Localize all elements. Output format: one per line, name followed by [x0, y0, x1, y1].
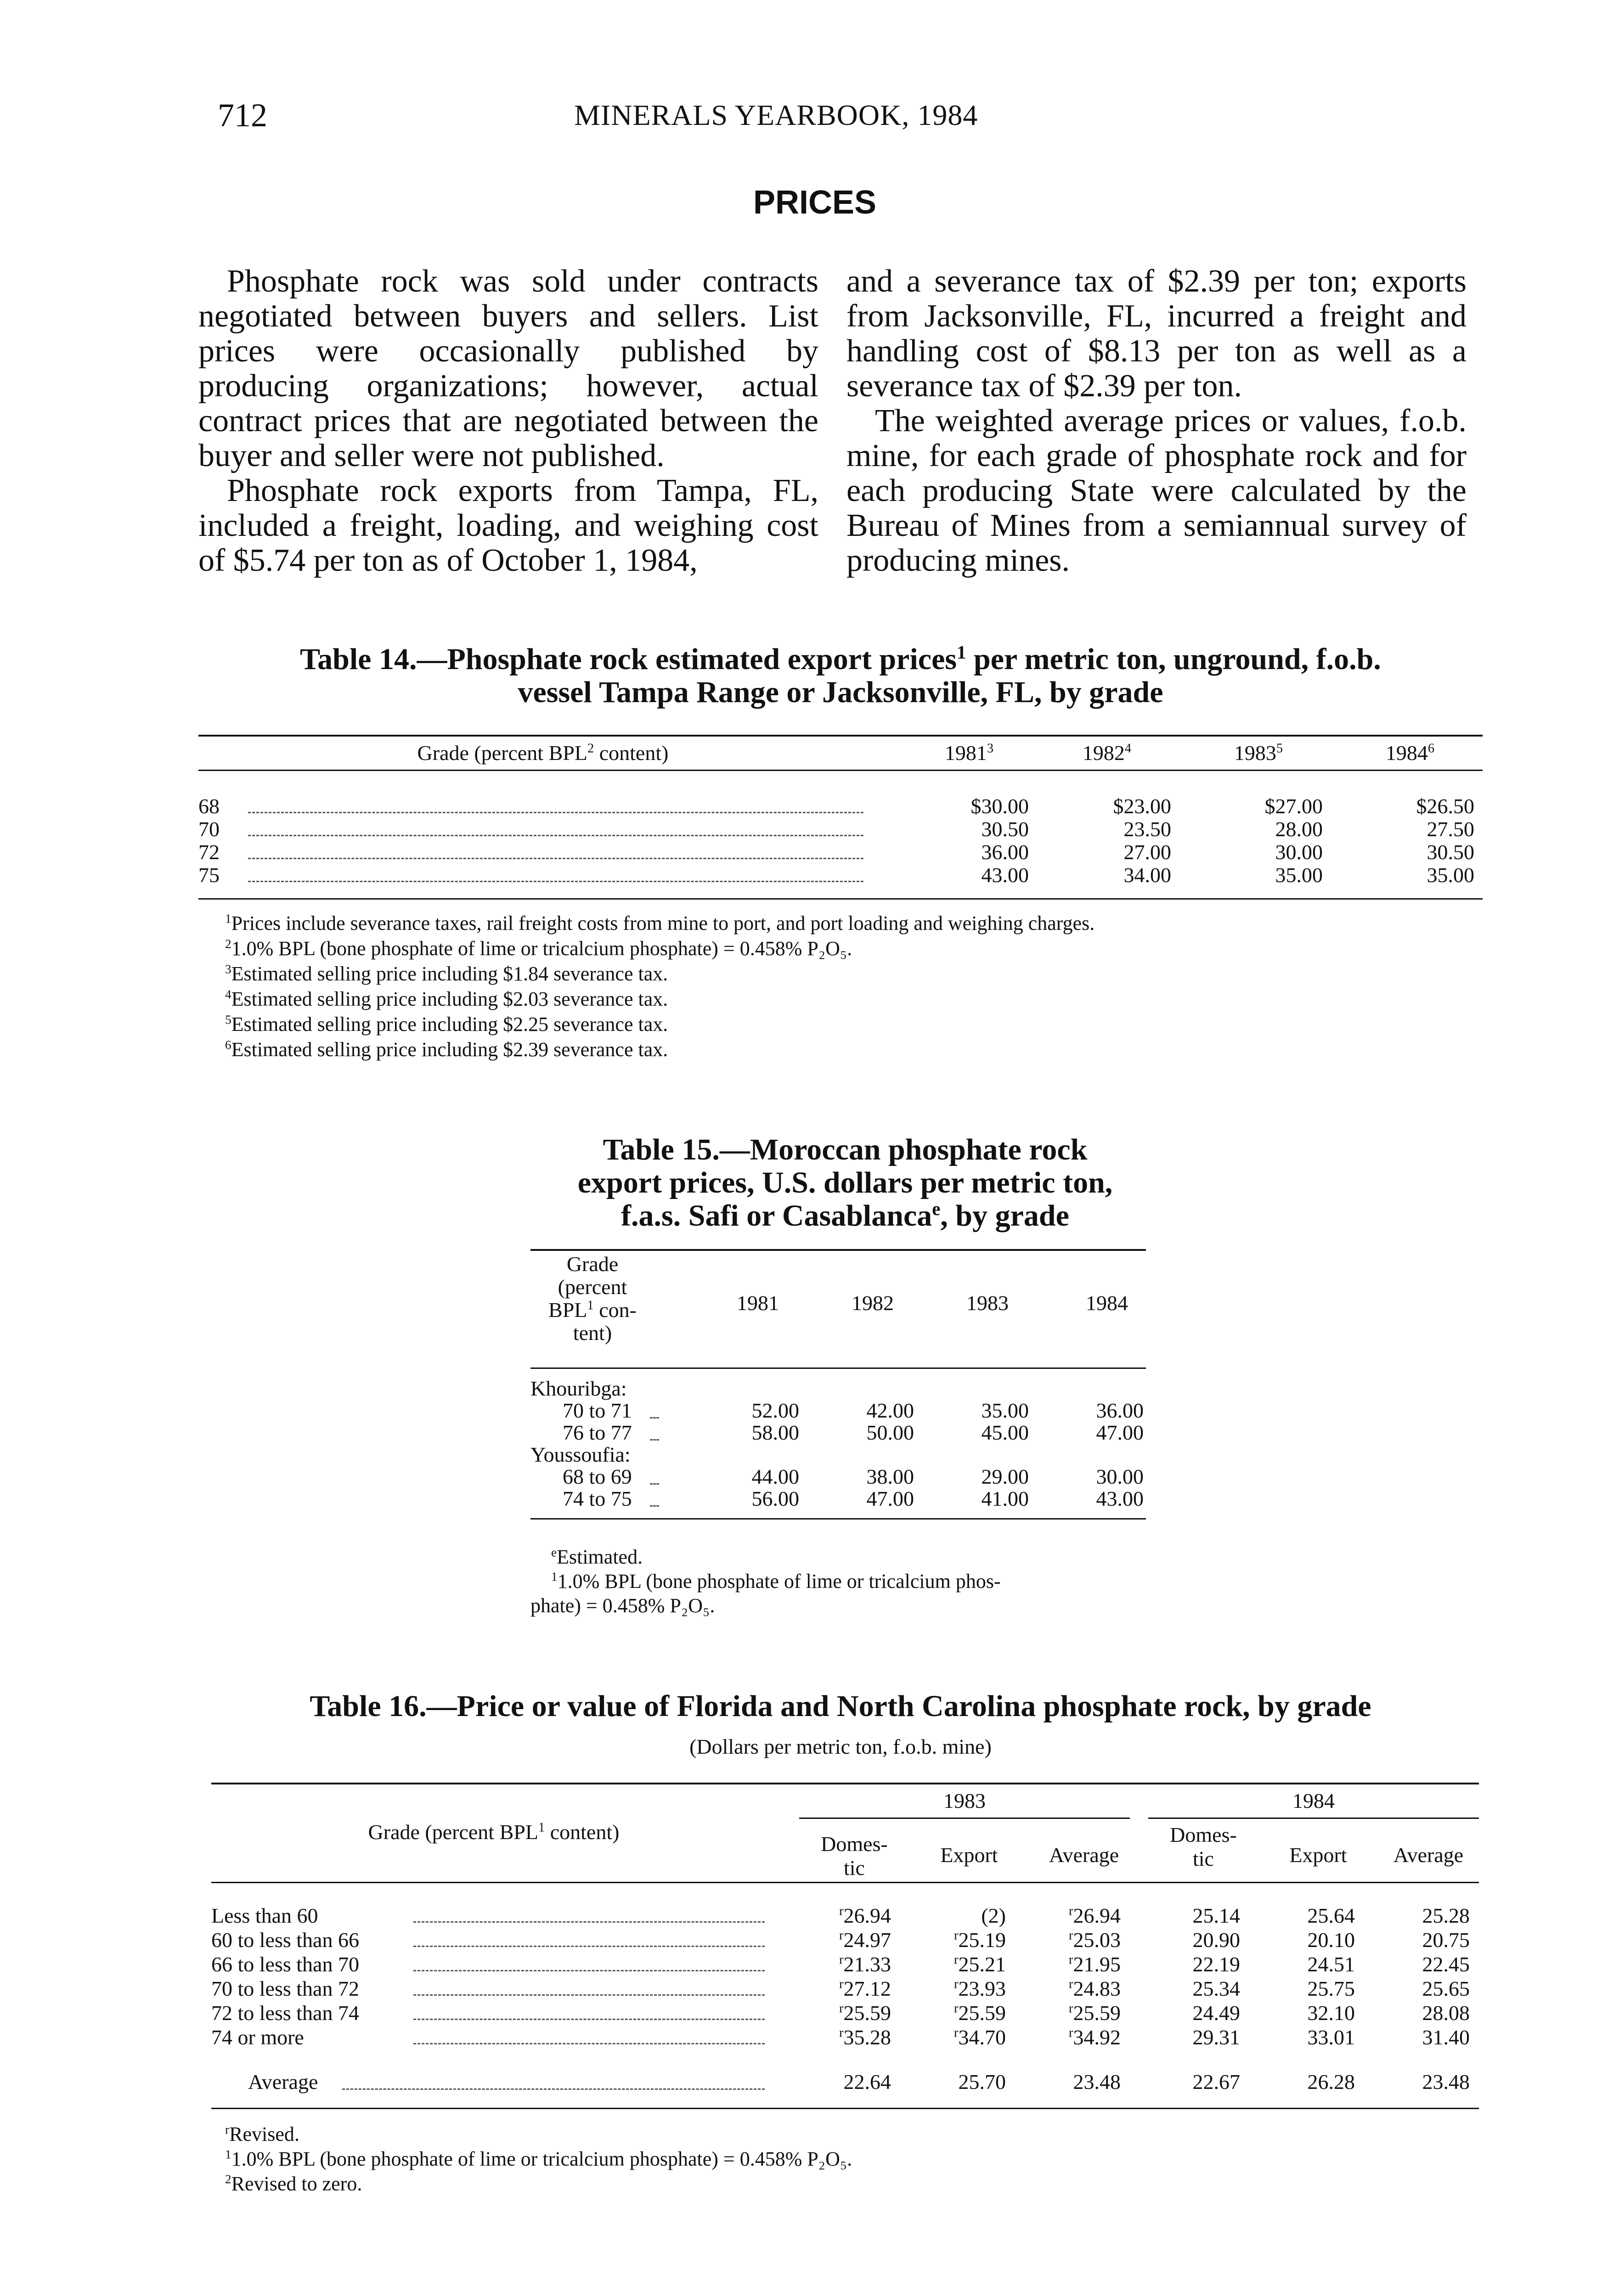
table-14-header-year: 1983$^5$	[1234, 741, 1283, 765]
grade-label: 68 to 69	[563, 1465, 632, 1488]
dot-leader	[413, 1994, 765, 1996]
grade-label: 66 to less than 70	[211, 1953, 359, 1976]
running-head: MINERALS YEARBOOK, 1984	[574, 99, 978, 131]
subheader-export: Export	[940, 1843, 998, 1867]
year-group-rule	[799, 1818, 1130, 1819]
price-cell: $^r$24.83	[1069, 1977, 1121, 2000]
body-paragraph: and a severance tax of $2.39 per ton; exports from Jacksonville, FL, incurred a freight and handling cost of $8.13 per ton as well as a severance tax of $2.39 per ton.	[846, 264, 1467, 404]
price-cell: 25.14	[1192, 1904, 1240, 1927]
price-cell: 23.48	[1422, 2070, 1470, 2093]
table-16-header-year: 1983	[943, 1789, 986, 1812]
table-15-header-year: 1983	[966, 1291, 1009, 1315]
body-paragraph: The weighted average prices or values, f.o.b. mine, for each grade of phosphate rock and for each producing State were calculated by the Bureau of Mines from a semiannual survey of producing mines.	[846, 403, 1467, 578]
dot-leader	[248, 881, 863, 882]
subheader-domestic: Domes- tic	[821, 1832, 888, 1880]
price-cell: $^r$35.28	[839, 2026, 891, 2049]
price-cell: 28.00	[1275, 817, 1323, 841]
table-16-header-rule	[211, 1882, 1479, 1883]
table-16-top-rule	[211, 1783, 1479, 1784]
price-cell: 25.70	[958, 2070, 1006, 2093]
subheader-domestic: Domes- tic	[1170, 1823, 1237, 1870]
body-column-left	[198, 264, 818, 578]
price-cell: $^r$23.93	[954, 1977, 1006, 2000]
dot-leader	[650, 1505, 659, 1507]
price-cell: 45.00	[981, 1421, 1029, 1444]
price-cell: 28.08	[1422, 2001, 1470, 2025]
table-14-bottom-rule	[198, 898, 1483, 900]
revised-mark: r	[839, 1953, 844, 1967]
grade-label: 76 to 77	[563, 1421, 632, 1444]
grade-label: 70 to less than 72	[211, 1977, 359, 2000]
table-15-header-rule	[530, 1367, 1146, 1369]
price-cell: 22.64	[843, 2070, 891, 2093]
footnote: $^6$Estimated selling price including $2.39 severance tax.	[225, 1038, 668, 1061]
price-cell: $^r$21.33	[839, 1953, 891, 1976]
price-cell: 50.00	[866, 1421, 914, 1444]
price-cell: 33.01	[1307, 2026, 1355, 2049]
footnote: $^3$Estimated selling price including $1.84 severance tax.	[225, 962, 668, 985]
revised-mark: r	[839, 1928, 844, 1943]
price-cell: 25.64	[1307, 1904, 1355, 1927]
revised-mark: r	[954, 2001, 959, 2016]
body-column-right	[846, 264, 1467, 578]
grade-label: 74 or more	[211, 2026, 304, 2049]
price-cell: $^r$25.03	[1069, 1928, 1121, 1952]
price-cell: 27.00	[1123, 840, 1171, 864]
price-cell: 22.67	[1192, 2070, 1240, 2093]
dot-leader	[342, 2088, 765, 2090]
body-paragraph: Phosphate rock exports from Tampa, FL, included a freight, loading, and weighing cost of $5.74 per ton as of October 1, 1984,	[198, 473, 818, 578]
revised-mark: r	[1069, 1953, 1073, 1967]
price-cell: 25.28	[1422, 1904, 1470, 1927]
price-cell: 32.10	[1307, 2001, 1355, 2025]
table-14-header-grade: Grade (percent BPL$^2$ content)	[417, 741, 669, 765]
footnote: $^e$Estimated.	[551, 1545, 643, 1568]
revised-mark: r	[954, 1928, 959, 1943]
grade-label: Less than 60	[211, 1904, 318, 1927]
table-16-bottom-rule	[211, 2108, 1479, 2109]
table-14-header-year: 1984$^6$	[1385, 741, 1435, 765]
price-cell: 34.00	[1123, 863, 1171, 887]
revised-mark: r	[839, 1904, 844, 1919]
price-cell: 47.00	[1096, 1421, 1144, 1444]
revised-mark: r	[839, 2026, 844, 2040]
dot-leader	[248, 858, 863, 859]
dot-leader	[650, 1483, 659, 1485]
price-cell: 27.50	[1427, 817, 1474, 841]
price-cell: 25.65	[1422, 1977, 1470, 2000]
revised-mark: r	[839, 2001, 844, 2016]
grade-label: 70 to 71	[563, 1399, 632, 1422]
price-cell: 58.00	[751, 1421, 799, 1444]
dot-leader	[650, 1417, 659, 1418]
dot-leader	[413, 1921, 765, 1923]
dot-leader	[248, 835, 863, 836]
dot-leader	[413, 1970, 765, 1971]
price-cell: 35.00	[1427, 863, 1474, 887]
price-cell: 20.10	[1307, 1928, 1355, 1952]
price-cell: 47.00	[866, 1487, 914, 1510]
table-14-top-rule	[198, 735, 1483, 737]
footnote: $^1$Prices include severance taxes, rail freight costs from mine to port, and port loading and weighing charges.	[225, 912, 1095, 934]
grade-label: 68	[198, 794, 220, 818]
price-cell: 22.19	[1192, 1953, 1240, 1976]
body-paragraph: Phosphate rock was sold under contracts negotiated between buyers and sellers. List prices were occasionally published by producing organizations; however, actual contract prices that are negotiated between the buyer and seller were not published.	[198, 264, 818, 473]
footnote: $^4$Estimated selling price including $2.03 severance tax.	[225, 987, 668, 1010]
dot-leader	[413, 1946, 765, 1947]
price-cell: 29.31	[1192, 2026, 1240, 2049]
footnote: $^1$1.0% BPL (bone phosphate of lime or tricalcium phos-	[551, 1570, 1001, 1593]
price-cell: 42.00	[866, 1399, 914, 1422]
price-cell: 29.00	[981, 1465, 1029, 1488]
revised-mark: r	[839, 1977, 844, 1992]
price-cell: 31.40	[1422, 2026, 1470, 2049]
price-cell: $^r$26.94	[839, 1904, 891, 1927]
revised-mark: r	[1069, 2001, 1073, 2016]
subheader-export: Export	[1289, 1843, 1347, 1867]
table-15-header-grade: Grade (percent BPL$^1$ con- tent)	[548, 1252, 637, 1345]
price-cell: $^r$25.21	[954, 1953, 1006, 1976]
table-15-header-year: 1982	[852, 1291, 894, 1315]
price-cell: $^r$25.59	[839, 2001, 891, 2025]
section-title: PRICES	[753, 184, 877, 221]
price-cell: $^r$24.97	[839, 1928, 891, 1952]
price-cell: 52.00	[751, 1399, 799, 1422]
price-cell: 26.28	[1307, 2070, 1355, 2093]
table-15-bottom-rule	[530, 1518, 1146, 1519]
price-cell: $27.00	[1264, 794, 1323, 818]
dot-leader	[413, 2043, 765, 2044]
footnote: phate) = 0.458% P₂O₅.	[530, 1594, 715, 1617]
price-cell: $^r$26.94	[1069, 1904, 1121, 1927]
grade-label: 72	[198, 840, 220, 864]
price-cell: 23.50	[1123, 817, 1171, 841]
grade-label: Average	[248, 2070, 318, 2093]
price-cell: 30.00	[1096, 1465, 1144, 1488]
table-16-title: Table 16.—Price or value of Florida and North Carolina phosphate rock, by grade	[310, 1689, 1371, 1723]
price-cell: 36.00	[981, 840, 1029, 864]
dot-leader	[248, 812, 863, 813]
revised-mark: r	[954, 1953, 959, 1967]
page-number: 712	[218, 97, 267, 134]
price-cell: $^r$34.92	[1069, 2026, 1121, 2049]
dot-leader	[650, 1439, 659, 1441]
price-cell: 30.00	[1275, 840, 1323, 864]
price-cell: 36.00	[1096, 1399, 1144, 1422]
footnote: $^2$Revised to zero.	[225, 2172, 362, 2195]
price-cell: 30.50	[1427, 840, 1474, 864]
price-cell: 43.00	[981, 863, 1029, 887]
table-14-header-year: 1982$^4$	[1082, 741, 1132, 765]
price-cell: 56.00	[751, 1487, 799, 1510]
price-cell: 25.75	[1307, 1977, 1355, 2000]
price-cell: 22.45	[1422, 1953, 1470, 1976]
grade-label: 70	[198, 817, 220, 841]
grade-label: 72 to less than 74	[211, 2001, 359, 2025]
table-15-top-rule	[530, 1249, 1146, 1251]
price-cell: $26.50	[1416, 794, 1474, 818]
revised-mark: r	[1069, 1904, 1073, 1919]
footnote: $^1$1.0% BPL (bone phosphate of lime or tricalcium phosphate) = 0.458% P₂O₅.	[225, 2147, 852, 2170]
price-cell: 30.50	[981, 817, 1029, 841]
grade-label: 60 to less than 66	[211, 1928, 359, 1952]
table-16-header-grade: Grade (percent BPL$^1$ content)	[368, 1820, 620, 1844]
footnote: $^5$Estimated selling price including $2.25 severance tax.	[225, 1013, 668, 1035]
price-cell: 20.90	[1192, 1928, 1240, 1952]
dot-leader	[413, 2019, 765, 2020]
price-cell: $30.00	[970, 794, 1029, 818]
price-cell: 41.00	[981, 1487, 1029, 1510]
price-cell: 24.49	[1192, 2001, 1240, 2025]
table-14-header-year: 1981$^3$	[944, 741, 994, 765]
price-cell: 43.00	[1096, 1487, 1144, 1510]
table-15-header-year: 1981	[737, 1291, 779, 1315]
price-cell: $^r$21.95	[1069, 1953, 1121, 1976]
price-cell: $^r$25.19	[954, 1928, 1006, 1952]
subheader-average: Average	[1393, 1843, 1464, 1867]
footnote: $^r$Revised.	[225, 2122, 299, 2145]
year-group-rule	[1148, 1818, 1479, 1819]
price-cell: 24.51	[1307, 1953, 1355, 1976]
price-cell: (2)	[981, 1904, 1006, 1927]
grade-label: 74 to 75	[563, 1487, 632, 1510]
price-cell: 38.00	[866, 1465, 914, 1488]
table-16-header-year: 1984	[1292, 1789, 1335, 1812]
price-cell: 23.48	[1073, 2070, 1121, 2093]
group-label: Khouribga:	[530, 1377, 627, 1400]
price-cell: 44.00	[751, 1465, 799, 1488]
revised-mark: r	[954, 2026, 959, 2040]
price-cell: $^r$25.59	[1069, 2001, 1121, 2025]
grade-label: 75	[198, 863, 220, 887]
revised-mark: r	[954, 1977, 959, 1992]
price-cell: $23.00	[1113, 794, 1171, 818]
price-cell: 25.34	[1192, 1977, 1240, 2000]
price-cell: 35.00	[981, 1399, 1029, 1422]
price-cell: $^r$25.59	[954, 2001, 1006, 2025]
table-16-subtitle: (Dollars per metric ton, f.o.b. mine)	[689, 1735, 992, 1758]
revised-mark: r	[1069, 2026, 1073, 2040]
table-14-header-rule	[198, 770, 1483, 771]
price-cell: $^r$34.70	[954, 2026, 1006, 2049]
price-cell: 35.00	[1275, 863, 1323, 887]
table-15-title: Table 15.—Moroccan phosphate rock export prices, U.S. dollars per metric ton, f.a.s. Safi or Casablanca$^e$, by grade	[577, 1133, 1113, 1232]
revised-mark: r	[1069, 1977, 1073, 1992]
price-cell: 20.75	[1422, 1928, 1470, 1952]
subheader-average: Average	[1049, 1843, 1119, 1867]
table-14-title: Table 14.—Phosphate rock estimated export prices$^1$ per metric ton, unground, f.o.b. vessel Tampa Range or Jacksonville, FL, by grade	[300, 642, 1381, 709]
group-label: Youssoufia:	[530, 1443, 631, 1466]
price-cell: $^r$27.12	[839, 1977, 891, 2000]
table-15-header-year: 1984	[1086, 1291, 1128, 1315]
revised-mark: r	[1069, 1928, 1073, 1943]
footnote: $^2$1.0% BPL (bone phosphate of lime or tricalcium phosphate) = 0.458% P₂O₅.	[225, 937, 852, 960]
